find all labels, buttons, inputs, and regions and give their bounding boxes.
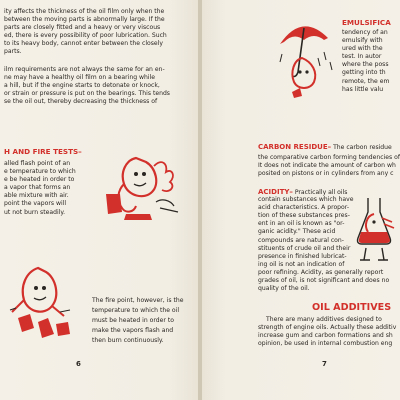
emulsification-heading: EMULSIFICA (342, 18, 391, 27)
text-line: increase gum and carbon formations and sh (258, 332, 393, 340)
text-line: Practically all oils (294, 189, 348, 196)
text-line: e temperature to which (4, 168, 76, 176)
text-line: ent in an oil is known as "or- (258, 220, 345, 228)
text-line: quality of the oil. (258, 285, 310, 293)
emulsification-illustration (274, 18, 338, 102)
text-line: compounds are natural con- (258, 236, 344, 244)
text-line: where the poss (342, 61, 389, 69)
text-line: acid characteristics. A propor- (258, 204, 350, 212)
text-line: test. In autor (342, 53, 382, 61)
text-line: ity affects the thickness of the oil film only when the (4, 8, 165, 15)
oil-additives-heading: OIL ADDITIVES (312, 302, 392, 313)
text-line: opinion, be used in internal combustion eng (258, 340, 393, 348)
text-line: then burn continuously. (92, 337, 164, 344)
text-line: tendency of an (342, 29, 388, 36)
text-line: ganic acidity." These acid (258, 228, 336, 236)
carbon-residue-paragraph (258, 143, 392, 151)
fire-point-paragraph (92, 296, 183, 346)
text-line: ing oil is not an indication of (258, 260, 345, 268)
text-line: ilm requirements are not always the same for an en- (4, 66, 165, 73)
text-line: between the moving parts is abnormally large. If the (4, 16, 165, 24)
flash-fire-heading: H AND FIRE TESTS– (4, 147, 82, 156)
text-line: the comparative carbon forming tendencies of (258, 154, 400, 161)
requirements-paragraph (4, 66, 170, 106)
text-line: e be heated in order to (4, 176, 75, 184)
acidity-illustration (352, 194, 398, 264)
text-line: to its heavy body, cannot enter between the closely (4, 40, 163, 48)
text-line: a vapor that forms an (4, 184, 71, 192)
text-line: poor refining. Acidity, as generally report (258, 268, 384, 276)
text-line: The carbon residue (333, 144, 392, 151)
text-line: stituents of crude oil and their (258, 244, 351, 252)
text-line: make the vapors flash and (92, 327, 174, 334)
text-line: contain substances which have (258, 196, 354, 204)
text-line: presence in finished lubricat- (258, 252, 347, 260)
text-line: ed, there is every possibility of poor lubrication. Such (4, 32, 167, 40)
text-line: ut not burn steadily. (4, 208, 66, 216)
text-line: has little valu (342, 85, 384, 93)
text-line: se the oil out, thereby decreasing the thickness of (4, 98, 158, 106)
text-line: It does not indicate the amount of carbon wh (258, 162, 396, 170)
text-line: ured with the (342, 45, 383, 53)
text-line: remote, the em (342, 77, 390, 85)
intro-paragraph (4, 8, 167, 57)
text-line: The fire point, however, is the (92, 297, 184, 304)
text-line: strength of engine oils. Actually these additiv (258, 324, 397, 332)
flash-test-illustration (96, 150, 186, 224)
left-page (0, 0, 198, 400)
text-line: a hill, but if the engine starts to detonate or knock, (4, 82, 160, 90)
text-line: point the vapors will (4, 200, 67, 208)
carbon-residue-heading: CARBON RESIDUE– (258, 143, 332, 151)
text-line: tion of these substances pres- (258, 212, 350, 220)
oil-additives-paragraph (258, 316, 396, 348)
carbon-residue-body (258, 154, 400, 178)
text-line: must be heated in order to (92, 317, 174, 324)
acidity-heading: ACIDITY– (258, 188, 293, 196)
fire-test-illustration (4, 262, 84, 342)
right-page (202, 0, 400, 400)
text-line: parts are closely fitted and a heavy or very viscous (4, 24, 161, 32)
flash-point-paragraph (4, 160, 76, 217)
text-line: There are many additives designed to (266, 316, 382, 323)
text-line: or strain or pressure is put on the bearings. This tends (4, 90, 170, 98)
page-number-left: 6 (76, 360, 81, 368)
text-line: temperature to which the oil (92, 307, 180, 314)
text-line: emulsify with (342, 37, 383, 45)
emulsification-paragraph (342, 29, 389, 94)
text-line: able mixture with air. (4, 192, 69, 200)
text-line: getting into th (342, 69, 386, 77)
page-number-right: 7 (322, 360, 327, 368)
text-line: ne may have a healthy oil film on a bearing while (4, 74, 156, 82)
text-line: grades of oil, is not significant and does no (258, 277, 390, 285)
text-line: alled flash point of an (4, 160, 71, 167)
text-line: posited on pistons or in cylinders from any c (258, 170, 394, 178)
text-line: parts. (4, 48, 22, 56)
